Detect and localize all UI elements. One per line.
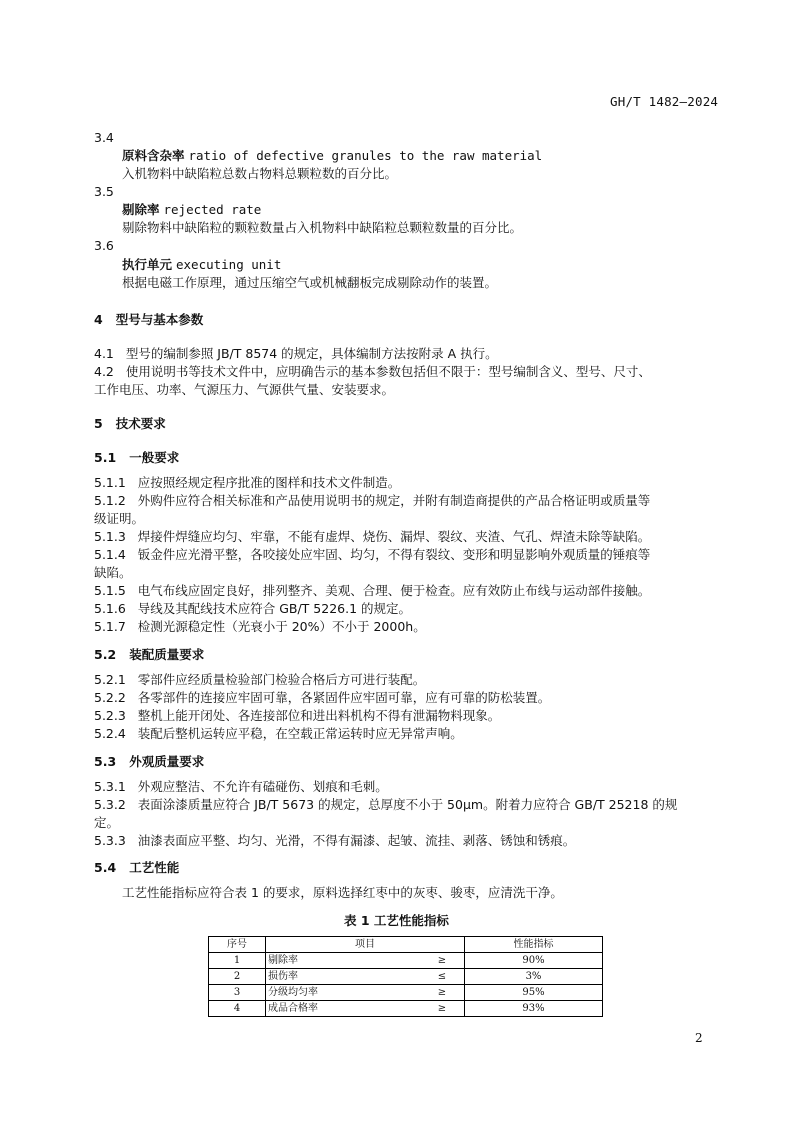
clause-number: 5.1.6 bbox=[94, 601, 126, 616]
clause-text: 装配后整机运转应平稳，在空载正常运转时应无异常声响。 bbox=[137, 726, 463, 741]
section-title: 技术要求 bbox=[115, 416, 166, 431]
section-heading bbox=[94, 310, 203, 328]
clause-text: 外观应整洁、不允许有磕碰伤、划痕和毛刺。 bbox=[137, 779, 388, 794]
clause-text: 各零部件的连接应牢固可靠，各紧固件应牢固可靠，应有可靠的防松装置。 bbox=[137, 690, 551, 705]
table-cell: ≥ bbox=[420, 1001, 465, 1017]
clause-text: 表面涂漆质量应符合 JB/T 5673 的规定，总厚度不小于 50μm。附着力应符合 GB/T 25218 的规 bbox=[137, 797, 678, 812]
term-name-cn: 剔除率 bbox=[122, 202, 160, 217]
subsection-heading bbox=[94, 858, 179, 876]
table-cell: 4 bbox=[209, 1001, 266, 1017]
table-row bbox=[209, 969, 603, 985]
table-caption: 表 1 工艺性能指标 bbox=[344, 913, 449, 928]
performance-table bbox=[208, 936, 603, 1017]
term-name-en: ratio of defective granules to the raw material bbox=[188, 148, 543, 163]
clause-number: 5.2.3 bbox=[94, 708, 126, 723]
subsection-number: 5.2 bbox=[94, 647, 117, 662]
clause bbox=[94, 778, 388, 796]
table-cell: 剔除率 bbox=[266, 953, 421, 969]
term-number: 3.4 bbox=[94, 130, 114, 145]
subsection-heading bbox=[94, 448, 179, 466]
clause-number: 5.1.5 bbox=[94, 583, 126, 598]
clause bbox=[94, 528, 650, 546]
term-name-cn: 执行单元 bbox=[122, 257, 173, 272]
table-cell: 3% bbox=[465, 969, 603, 985]
clause-continuation: 工作电压、功率、气源压力、气源供气量、安装要求。 bbox=[94, 382, 395, 397]
clause-number: 5.3.1 bbox=[94, 779, 126, 794]
table-header-row bbox=[209, 937, 603, 953]
subsection-title: 外观质量要求 bbox=[129, 754, 205, 769]
clause-number: 5.3.3 bbox=[94, 833, 126, 848]
table-cell: 95% bbox=[465, 985, 603, 1001]
subsection-number: 5.1 bbox=[94, 450, 117, 465]
term-definition: 剔除物料中缺陷粒的颗粒数量占入机物料中缺陷粒总颗粒数量的百分比。 bbox=[122, 220, 523, 235]
page-number: 2 bbox=[695, 1031, 703, 1045]
table-header: 性能指标 bbox=[465, 937, 603, 953]
clause-continuation: 级证明。 bbox=[94, 511, 145, 526]
term-title bbox=[122, 201, 261, 219]
table-row bbox=[209, 1001, 603, 1017]
clause-text: 电气布线应固定良好，排列整齐、美观、合理、便于检查。应有效防止布线与运动部件接触。 bbox=[137, 583, 651, 598]
subsection-title: 装配质量要求 bbox=[129, 647, 205, 662]
clause-number: 5.1.2 bbox=[94, 493, 126, 508]
clause bbox=[94, 725, 463, 743]
clause-number: 4.1 bbox=[94, 346, 114, 361]
subsection-number: 5.4 bbox=[94, 860, 117, 875]
table-row bbox=[209, 953, 603, 969]
clause-text: 油漆表面应平整、均匀、光滑，不得有漏漆、起皱、流挂、剥落、锈蚀和锈痕。 bbox=[137, 833, 576, 848]
term-name-en: executing unit bbox=[176, 257, 282, 272]
clause-text: 应按照经规定程序批准的图样和技术文件制造。 bbox=[137, 475, 401, 490]
clause bbox=[94, 582, 650, 600]
term-definition: 根据电磁工作原理，通过压缩空气或机械翻板完成剔除动作的装置。 bbox=[122, 275, 498, 290]
table-cell: ≥ bbox=[420, 953, 465, 969]
clause-number: 4.2 bbox=[94, 364, 114, 379]
subsection-heading bbox=[94, 645, 204, 663]
term-number: 3.5 bbox=[94, 184, 114, 199]
subsection-heading bbox=[94, 752, 204, 770]
subsection-title: 工艺性能 bbox=[129, 860, 180, 875]
clause-number: 5.2.4 bbox=[94, 726, 126, 741]
clause bbox=[94, 492, 650, 510]
table-header: 项目 bbox=[266, 937, 465, 953]
clause bbox=[94, 832, 575, 850]
table-cell: 2 bbox=[209, 969, 266, 985]
clause-text: 整机上能开闭处、各连接部位和进出料机构不得有泄漏物料现象。 bbox=[137, 708, 501, 723]
clause bbox=[94, 363, 651, 381]
clause-continuation: 缺陷。 bbox=[94, 565, 132, 580]
table-row bbox=[209, 985, 603, 1001]
clause-text: 钣金件应光滑平整，各咬接处应牢固、均匀，不得有裂纹、变形和明显影响外观质量的锤痕等 bbox=[137, 547, 651, 562]
section-heading bbox=[94, 414, 166, 432]
table-cell: 90% bbox=[465, 953, 603, 969]
clause bbox=[94, 474, 400, 492]
clause-text: 检测光源稳定性（光衰小于 20%）不小于 2000h。 bbox=[137, 619, 426, 634]
standard-code: GH/T 1482—2024 bbox=[610, 94, 719, 109]
section-number: 5 bbox=[94, 416, 103, 431]
clause-text: 型号的编制参照 JB/T 8574 的规定，具体编制方法按附录 A 执行。 bbox=[125, 346, 498, 361]
clause bbox=[94, 618, 426, 636]
clause-text: 导线及其配线技术应符合 GB/T 5226.1 的规定。 bbox=[137, 601, 412, 616]
clause bbox=[94, 796, 677, 814]
table-cell: 1 bbox=[209, 953, 266, 969]
clause-text: 使用说明书等技术文件中，应明确告示的基本参数包括但不限于：型号编制含义、型号、尺寸、 bbox=[125, 364, 651, 379]
clause bbox=[94, 707, 500, 725]
clause bbox=[94, 689, 550, 707]
clause-number: 5.1.4 bbox=[94, 547, 126, 562]
clause bbox=[94, 600, 411, 618]
subsection-number: 5.3 bbox=[94, 754, 117, 769]
term-title bbox=[122, 256, 281, 274]
table-header: 序号 bbox=[209, 937, 266, 953]
clause-continuation: 定。 bbox=[94, 815, 120, 830]
paragraph: 工艺性能指标应符合表 1 的要求，原料选择红枣中的灰枣、骏枣，应清洗干净。 bbox=[122, 885, 563, 900]
clause-text: 焊接件焊缝应均匀、牢靠，不能有虚焊、烧伤、漏焊、裂纹、夹渣、气孔、焊渣未除等缺陷。 bbox=[137, 529, 651, 544]
clause bbox=[94, 345, 498, 363]
table-cell: 3 bbox=[209, 985, 266, 1001]
term-name-en: rejected rate bbox=[163, 202, 262, 217]
clause-number: 5.1.7 bbox=[94, 619, 126, 634]
clause-number: 5.3.2 bbox=[94, 797, 126, 812]
term-number: 3.6 bbox=[94, 238, 114, 253]
table-cell: ≥ bbox=[420, 985, 465, 1001]
clause-text: 零部件应经质量检验部门检验合格后方可进行装配。 bbox=[137, 672, 426, 687]
table-cell: ≤ bbox=[420, 969, 465, 985]
clause-text: 外购件应符合相关标准和产品使用说明书的规定，并附有制造商提供的产品合格证明或质量等 bbox=[137, 493, 651, 508]
term-definition: 入机物料中缺陷粒总数占物料总颗粒数的百分比。 bbox=[122, 166, 398, 181]
table-cell: 损伤率 bbox=[266, 969, 421, 985]
clause bbox=[94, 546, 650, 564]
subsection-title: 一般要求 bbox=[129, 450, 180, 465]
term-name-cn: 原料含杂率 bbox=[122, 148, 185, 163]
clause-number: 5.2.1 bbox=[94, 672, 126, 687]
section-title: 型号与基本参数 bbox=[115, 312, 204, 327]
table-cell: 93% bbox=[465, 1001, 603, 1017]
section-number: 4 bbox=[94, 312, 103, 327]
table-cell: 分级均匀率 bbox=[266, 985, 421, 1001]
clause bbox=[94, 671, 425, 689]
clause-number: 5.1.3 bbox=[94, 529, 126, 544]
term-title bbox=[122, 147, 542, 165]
table-cell: 成品合格率 bbox=[266, 1001, 421, 1017]
clause-number: 5.1.1 bbox=[94, 475, 126, 490]
clause-number: 5.2.2 bbox=[94, 690, 126, 705]
